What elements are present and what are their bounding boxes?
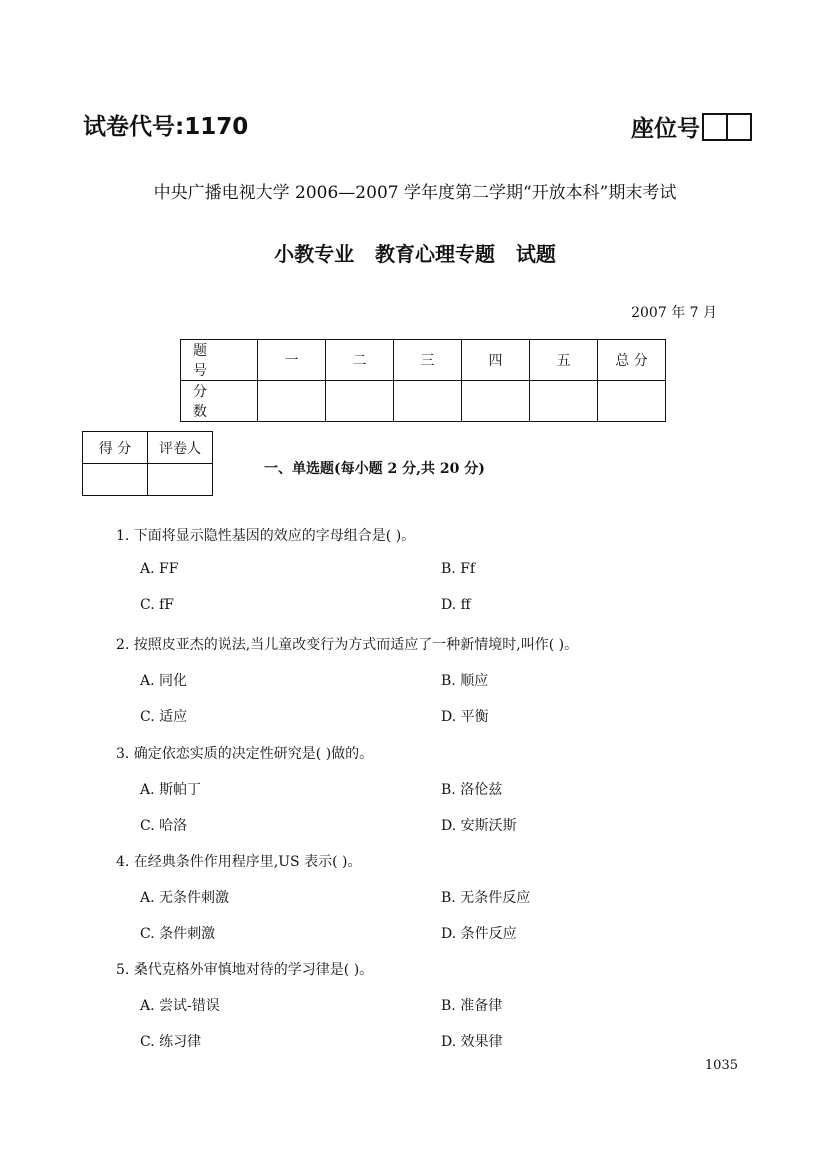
score-table-cell: 题 号 xyxy=(181,340,258,381)
section-title: 一、单选题(每小题 2 分,共 20 分) xyxy=(264,461,485,477)
option-d[interactable]: D. 条件反应 xyxy=(441,926,517,942)
seat-label: 座位号 xyxy=(631,116,700,142)
grader-table xyxy=(82,431,213,496)
grader-entry[interactable] xyxy=(83,464,148,496)
score-entry[interactable] xyxy=(598,381,666,422)
grader-table-cell: 得 分 xyxy=(83,432,148,464)
option-b[interactable]: B. 无条件反应 xyxy=(441,890,531,906)
score-table-cell: 二 xyxy=(326,340,394,381)
page-number: 1035 xyxy=(704,1058,738,1073)
score-table-header-row xyxy=(181,340,666,381)
seat-number xyxy=(631,110,752,143)
option-a[interactable]: A. 斯帕丁 xyxy=(140,782,202,798)
grader-entry[interactable] xyxy=(148,464,213,496)
option-a[interactable]: A. 无条件刺激 xyxy=(140,890,230,906)
option-d[interactable]: D. 效果律 xyxy=(441,1034,503,1050)
seat-box xyxy=(704,115,726,139)
subject-title: 小教专业 教育心理专题 试题 xyxy=(274,242,556,266)
question-stem: 2. 按照皮亚杰的说法,当儿童改变行为方式而适应了一种新情境时,叫作( )。 xyxy=(116,637,579,653)
score-table xyxy=(180,339,666,422)
score-table-cell: 分 数 xyxy=(181,381,258,422)
score-table-cell: 三 xyxy=(394,340,462,381)
grader-table-cell: 评卷人 xyxy=(148,432,213,464)
score-entry[interactable] xyxy=(462,381,530,422)
option-c[interactable]: C. 条件刺激 xyxy=(140,926,216,942)
option-b[interactable]: B. Ff xyxy=(441,561,476,577)
option-d[interactable]: D. 安斯沃斯 xyxy=(441,818,517,834)
score-table-cell: 一 xyxy=(258,340,326,381)
question-stem: 3. 确定依恋实质的决定性研究是( )做的。 xyxy=(116,746,374,762)
score-entry[interactable] xyxy=(394,381,462,422)
question-stem: 1. 下面将显示隐性基因的效应的字母组合是( )。 xyxy=(116,528,416,544)
option-c[interactable]: C. 练习律 xyxy=(140,1034,202,1050)
grader-table-header-row xyxy=(83,432,213,464)
exam-date: 2007 年 7 月 xyxy=(631,305,717,321)
option-c[interactable]: C. fF xyxy=(140,597,175,613)
seat-boxes xyxy=(702,113,752,141)
question-stem: 5. 桑代克格外审慎地对待的学习律是( )。 xyxy=(116,962,374,978)
score-table-score-row xyxy=(181,381,666,422)
question-stem: 4. 在经典条件作用程序里,US 表示( )。 xyxy=(116,854,362,870)
score-table-cell: 四 xyxy=(462,340,530,381)
option-b[interactable]: B. 准备律 xyxy=(441,998,503,1014)
option-b[interactable]: B. 顺应 xyxy=(441,673,489,689)
score-entry[interactable] xyxy=(326,381,394,422)
option-c[interactable]: C. 哈洛 xyxy=(140,818,188,834)
score-entry[interactable] xyxy=(530,381,598,422)
score-table-cell: 五 xyxy=(530,340,598,381)
exam-title: 中央广播电视大学 2006—2007 学年度第二学期“开放本科”期末考试 xyxy=(153,183,677,203)
option-a[interactable]: A. FF xyxy=(140,561,179,577)
seat-box xyxy=(726,115,750,139)
option-d[interactable]: D. 平衡 xyxy=(441,709,489,725)
score-table-cell: 总 分 xyxy=(598,340,666,381)
option-c[interactable]: C. 适应 xyxy=(140,709,188,725)
option-b[interactable]: B. 洛伦兹 xyxy=(441,782,503,798)
option-a[interactable]: A. 同化 xyxy=(140,673,188,689)
paper-code: 试卷代号:1170 xyxy=(83,114,249,140)
score-entry[interactable] xyxy=(258,381,326,422)
option-d[interactable]: D. ff xyxy=(441,597,471,613)
grader-table-entry-row xyxy=(83,464,213,496)
option-a[interactable]: A. 尝试-错误 xyxy=(140,998,220,1014)
